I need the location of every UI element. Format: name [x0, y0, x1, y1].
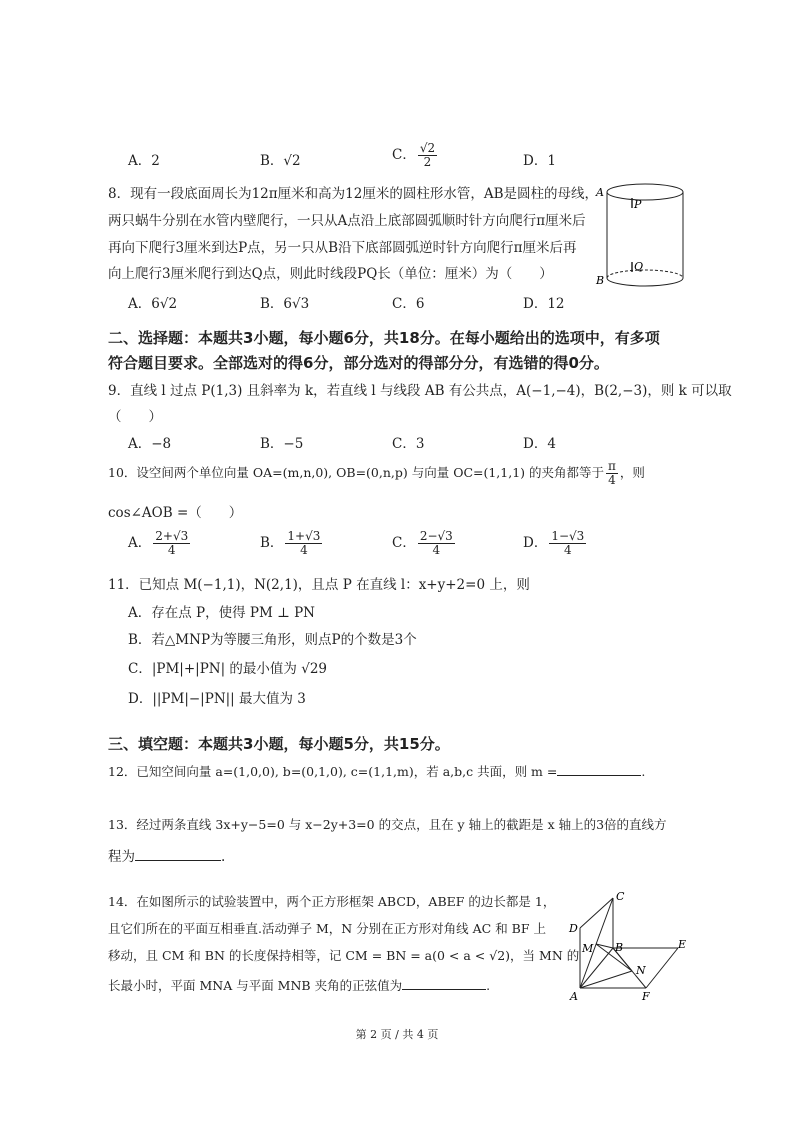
figure-label-f: F: [642, 990, 650, 1003]
section-2-heading-line-2: 符合题目要求。全部选对的得6分，部分选对的得部分分，有选错的得0分。: [108, 354, 609, 372]
q11-line-1: 11．已知点 M(−1,1)，N(2,1)，且点 P 在直线 l：x+y+2=0 上，则: [108, 577, 530, 593]
q14-line-4: [108, 976, 490, 994]
q10-option-d: [523, 530, 588, 557]
figure-label-m: M: [582, 942, 594, 955]
q7-option-a: A．2: [128, 153, 160, 169]
q10-line-1-text: 10．设空间两个单位向量 OA=(m,n,0), OB=(0,n,p) 与向量 OC=(1,1,1) 的夹角都等于: [108, 465, 605, 480]
q9-line-2: （ ）: [108, 409, 162, 425]
figure-label-c: C: [616, 890, 625, 903]
fraction-denominator: 4: [300, 543, 308, 557]
q10-pi-fraction: [606, 460, 618, 487]
option-label: C．: [392, 535, 416, 551]
q10-option-a: [128, 530, 192, 557]
q8-line-4: 向上爬行3厘米爬行到达Q点，则此时线段PQ长（单位：厘米）为（ ）: [108, 266, 553, 282]
figure-label-a: A: [570, 990, 578, 1003]
figure-label-b: B: [615, 941, 624, 954]
fraction-denominator: 4: [608, 473, 616, 487]
q12-text: 12．已知空间向量 a=(1,0,0), b=(0,1,0), c=(1,1,m)，若 a,b,c 共面，则 m =: [108, 764, 558, 779]
section-3-heading: 三、填空题：本题共3小题，每小题5分，共15分。: [108, 735, 450, 753]
q7-option-d: D．1: [523, 153, 556, 169]
fraction-numerator: 1+√3: [287, 529, 321, 543]
fraction-denominator: 4: [432, 543, 441, 557]
fraction-denominator: 2: [423, 155, 432, 169]
q8-option-c: C．6: [392, 296, 425, 312]
q8-option-b: B．6√3: [260, 296, 310, 312]
q7-option-c-label: C．: [392, 147, 416, 163]
q13-answer-blank[interactable]: [135, 860, 221, 861]
fraction-numerator: 2+√3: [155, 529, 189, 543]
fraction-numerator: 1−√3: [551, 529, 585, 543]
q14-answer-blank[interactable]: [402, 989, 486, 990]
question-12: [108, 762, 645, 780]
figure-label-a: A: [596, 186, 604, 199]
q11-option-a: A．存在点 P，使得 PM ⊥ PN: [128, 605, 315, 621]
q7-option-c-fraction: [418, 142, 437, 169]
q8-line-3: 再向下爬行3厘米到达P点，另一只从B沿下底部圆弧逆时针方向爬行π厘米后再: [108, 240, 577, 256]
q7-option-c: [392, 142, 439, 169]
q12-end: .: [641, 764, 646, 779]
option-label: D．: [523, 535, 548, 551]
figure-label-n: N: [636, 964, 646, 977]
q8-option-a: A．6√2: [128, 296, 178, 312]
q11-option-d: D．||PM|−|PN|| 最大值为 3: [128, 691, 306, 707]
fraction-denominator: 4: [167, 543, 176, 557]
q9-option-b: B．−5: [260, 436, 304, 452]
figure-label-b: B: [596, 274, 605, 287]
q13-line-2: [108, 845, 225, 865]
q12-answer-blank[interactable]: [557, 775, 641, 776]
q10-line-2: cos∠AOB =（ ）: [108, 505, 243, 521]
fraction-numerator: π: [608, 459, 616, 473]
figure-label-p: P: [634, 198, 642, 211]
q14-line-1: 14．在如图所示的试验装置中，两个正方形框架 ABCD，ABEF 的边长都是 1，: [108, 894, 556, 909]
q13-line-2-text: 程为: [108, 849, 135, 865]
q10-line-1-tail: ，则: [619, 465, 645, 480]
option-fraction: [153, 530, 190, 557]
q10-option-c: [392, 530, 457, 557]
q14-line-3: 移动，且 CM 和 BN 的长度保持相等，记 CM = BN = a(0 < a < √2)，当 MN 的: [108, 948, 580, 963]
q9-option-a: A．−8: [128, 436, 172, 452]
q8-option-d: D．12: [523, 296, 565, 312]
q11-option-b: B．若△MNP为等腰三角形，则点P的个数是3个: [128, 632, 417, 648]
q9-option-c: C．3: [392, 436, 425, 452]
option-fraction: [285, 530, 322, 557]
option-fraction: [418, 530, 455, 557]
cylinder-figure: [592, 178, 692, 293]
q14-end: .: [486, 978, 491, 993]
q11-option-c: C．|PM|+|PN| 的最小值为 √29: [128, 661, 327, 677]
fraction-numerator: √2: [419, 141, 436, 155]
page-footer: 第 2 页 / 共 4 页: [355, 1028, 439, 1041]
q8-line-2: 两只蜗牛分别在水管内壁爬行，一只从A点沿上底部圆弧顺时针方向爬行π厘米后: [108, 213, 586, 229]
option-fraction: [549, 530, 586, 557]
frame-figure: [566, 888, 690, 1004]
q14-line-4-text: 长最小时，平面 MNA 与平面 MNB 夹角的正弦值为: [108, 978, 403, 993]
fraction-denominator: 4: [564, 543, 572, 557]
figure-label-d: D: [569, 922, 578, 935]
q13-end: .: [221, 849, 226, 865]
figure-label-e: E: [678, 938, 687, 951]
q9-option-d: D．4: [523, 436, 556, 452]
q10-option-b: [260, 530, 324, 557]
fraction-numerator: 2−√3: [419, 529, 453, 543]
q13-line-1: 13．经过两条直线 3x+y−5=0 与 x−2y+3=0 的交点，且在 y 轴上的截距是 x 轴上的3倍的直线方: [108, 817, 667, 832]
option-label: A．: [128, 535, 152, 551]
q14-line-2: 且它们所在的平面互相垂直.活动弹子 M，N 分别在正方形对角线 AC 和 BF 上: [108, 921, 547, 936]
option-label: B．: [260, 535, 284, 551]
figure-label-q: Q: [634, 260, 644, 273]
q10-line-1: [108, 460, 645, 487]
q7-option-b: B．√2: [260, 153, 301, 169]
section-2-heading-line-1: 二、选择题：本题共3小题，每小题6分，共18分。在每小题给出的选项中，有多项: [108, 329, 660, 347]
q9-line-1: 9．直线 l 过点 P(1,3) 且斜率为 k，若直线 l 与线段 AB 有公共点，A(−1,−4)，B(2,−3)，则 k 可以取: [108, 383, 732, 399]
q8-line-1: 8．现有一段底面周长为12π厘米和高为12厘米的圆柱形水管，AB是圆柱的母线，: [108, 186, 598, 202]
